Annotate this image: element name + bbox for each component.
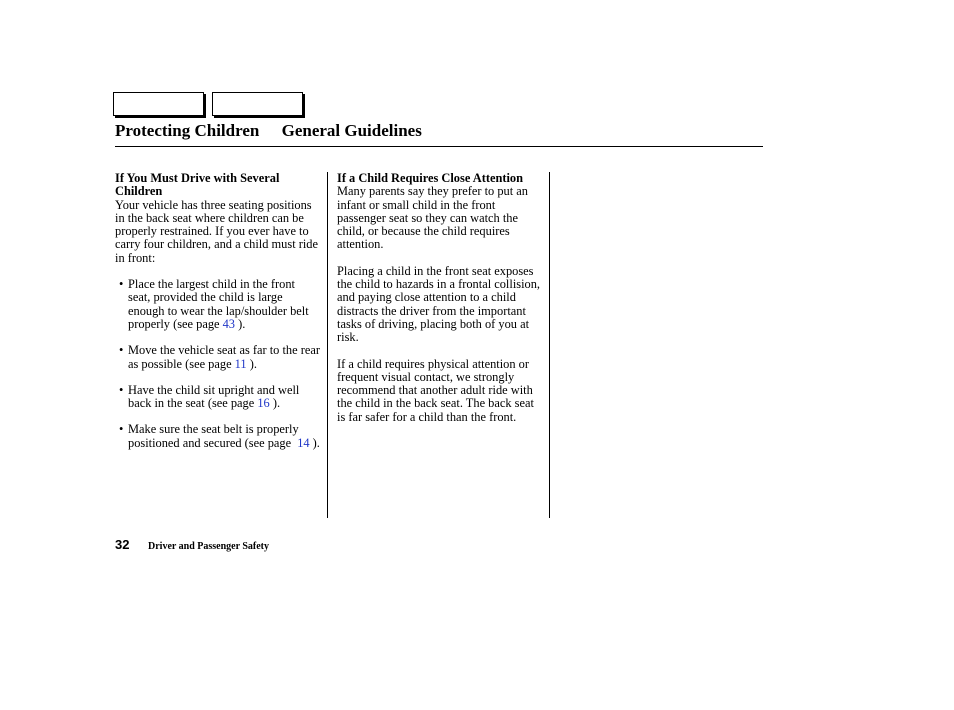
list-item-text: Make sure the seat belt is properly positioned and secured (see page <box>128 422 299 450</box>
list-item-end: ). <box>269 396 281 411</box>
left-intro: Your vehicle has three seating positions in the back seat where children can be properly restrained. If you ever have to carry four children, and a child must ride in front: <box>115 197 318 265</box>
list-item <box>115 384 320 411</box>
column-divider <box>549 172 550 518</box>
header-rule <box>115 146 763 147</box>
right-paragraph-2: Placing a child in the front seat exposes the child to hazards in a frontal collision, and paying close attention to a child distracts the driver from the important tasks of driving, placing both of you at risk. <box>337 263 541 345</box>
right-paragraph-3: If a child requires physical attention or frequent visual contact, we strongly recommend that another adult ride with the child in the back seat. The back seat is far safer for a child than the front. <box>337 356 534 424</box>
list-item-end: ). <box>246 356 257 371</box>
left-heading: If You Must Drive with Several Children <box>115 171 280 199</box>
right-column <box>337 172 543 424</box>
page-link-11[interactable]: 11 <box>234 356 247 371</box>
page-link-14[interactable]: 14 <box>297 435 310 450</box>
column-divider <box>327 172 328 518</box>
list-item <box>115 344 320 371</box>
left-column <box>115 172 320 463</box>
previous-page-button[interactable] <box>113 92 204 116</box>
guideline-list <box>115 278 320 450</box>
topic-title: General Guidelines <box>281 121 422 140</box>
list-item <box>115 278 320 331</box>
list-item-end: ). <box>309 435 320 450</box>
next-page-button[interactable] <box>212 92 303 116</box>
list-item-text: Have the child sit upright and well back in the seat (see page <box>128 382 300 411</box>
chapter-title: Driver and Passenger Safety <box>148 541 270 552</box>
page-number: 32 <box>115 537 130 552</box>
section-title: Protecting Children <box>115 121 260 140</box>
right-paragraph-1: Many parents say they prefer to put an infant or small child in the front passenger seat so they can watch the child, or because the child requires attention. <box>337 184 528 252</box>
page-link-43[interactable]: 43 <box>222 316 235 331</box>
right-heading: If a Child Requires Close Attention <box>337 171 523 185</box>
page-link-16[interactable]: 16 <box>257 396 270 411</box>
list-item-end: ). <box>235 316 246 331</box>
list-item <box>115 423 320 450</box>
list-item-text: Place the largest child in the front seat, provided the child is large enough to wear the lap/shoulder belt properly (see page <box>128 277 309 331</box>
list-item-text: Move the vehicle seat as far to the rear as possible (see page <box>128 343 320 371</box>
page-header <box>115 121 440 141</box>
